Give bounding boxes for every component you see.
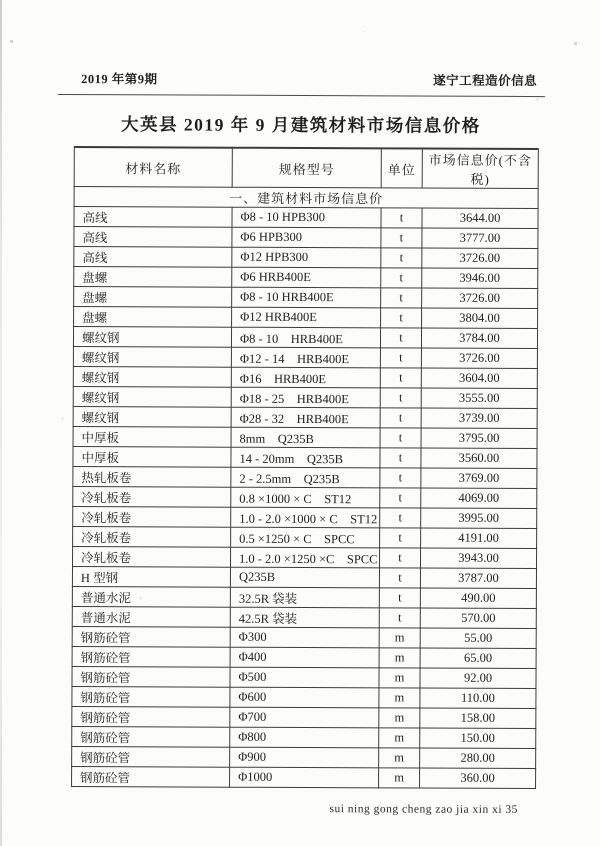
cell-market-price: 3604.00 — [421, 368, 537, 389]
table-row — [72, 727, 536, 749]
column-header-spec: 规格型号 — [232, 148, 381, 188]
cell-spec-model: Φ700 — [230, 707, 379, 728]
cell-market-price: 3784.00 — [421, 328, 537, 349]
table-row — [72, 607, 536, 629]
cell-material-name: 螺纹钢 — [73, 407, 231, 428]
cell-material-name: H 型钢 — [72, 567, 230, 588]
cell-material-name: 盘螺 — [74, 267, 232, 288]
cell-spec-model: Φ28 - 32 HRB400E — [231, 407, 380, 428]
cell-material-name: 热轧板卷 — [73, 467, 231, 488]
cell-market-price: 3726.00 — [422, 248, 538, 269]
table-row — [72, 767, 536, 789]
cell-spec-model: 42.5R 袋装 — [230, 607, 379, 628]
cell-spec-model: Φ8 - 10 HPB300 — [232, 207, 381, 228]
cell-market-price: 3726.00 — [422, 288, 538, 309]
cell-spec-model: Φ8 - 10 HRB400E — [231, 327, 380, 348]
cell-market-price: 3644.00 — [422, 208, 538, 229]
cell-material-name: 钢筋砼管 — [72, 627, 230, 648]
cell-material-name: 钢筋砼管 — [72, 727, 230, 748]
cell-market-price: 3946.00 — [422, 268, 538, 289]
table-row — [72, 687, 536, 709]
column-header-price: 市场信息价(不含税) — [422, 149, 538, 189]
cell-spec-model: 0.5 ×1250 × C SPCC — [231, 527, 380, 548]
cell-material-name: 普通水泥 — [72, 607, 230, 628]
cell-market-price: 3943.00 — [420, 548, 536, 569]
publication-label: 遂宁工程造价信息 — [433, 73, 538, 89]
cell-unit: t — [381, 308, 422, 328]
issue-label: 2019 年第9期 — [81, 72, 158, 87]
section-row — [74, 187, 538, 209]
table-row — [72, 587, 536, 609]
table-row — [72, 647, 536, 669]
cell-unit: m — [379, 768, 420, 788]
cell-material-name: 普通水泥 — [72, 587, 230, 608]
cell-unit: t — [381, 228, 422, 248]
cell-material-name: 钢筋砼管 — [72, 667, 230, 688]
cell-spec-model: Φ6 HPB300 — [232, 227, 381, 248]
cell-market-price: 110.00 — [420, 688, 536, 709]
cell-unit: t — [380, 488, 421, 508]
cell-material-name: 冷轧板卷 — [73, 507, 231, 528]
cell-unit: t — [380, 528, 421, 548]
cell-unit: t — [381, 268, 422, 288]
cell-material-name: 螺纹钢 — [73, 367, 231, 388]
cell-spec-model: Φ1000 — [230, 767, 379, 788]
cell-unit: m — [379, 668, 420, 688]
cell-market-price: 3795.00 — [421, 428, 537, 449]
cell-market-price: 92.00 — [420, 668, 536, 689]
page-header — [1, 0, 600, 89]
cell-unit: m — [379, 688, 420, 708]
cell-spec-model: 32.5R 袋装 — [230, 587, 379, 608]
cell-spec-model: 8mm Q235B — [231, 427, 380, 448]
page-title: 大英县 2019 年 9 月建筑材料市场信息价格 — [121, 114, 481, 136]
price-table — [71, 146, 539, 789]
table-row — [73, 487, 537, 509]
cell-material-name: 中厚板 — [73, 427, 231, 448]
table-row — [73, 347, 537, 369]
cell-material-name: 钢筋砼管 — [72, 767, 230, 788]
table-header-row — [74, 147, 538, 189]
table-row — [73, 527, 537, 549]
cell-unit: t — [381, 248, 422, 268]
table-row — [74, 307, 538, 329]
cell-spec-model: Φ600 — [230, 687, 379, 708]
table-row — [74, 207, 538, 229]
cell-spec-model: Φ800 — [230, 727, 379, 748]
column-header-unit: 单位 — [381, 148, 422, 188]
cell-market-price: 3739.00 — [421, 408, 537, 429]
cell-unit: m — [379, 728, 420, 748]
cell-unit: m — [379, 628, 420, 648]
cell-material-name: 高线 — [74, 227, 232, 248]
cell-unit: t — [379, 608, 420, 628]
cell-spec-model: Φ12 HRB400E — [232, 307, 381, 328]
cell-material-name: 高线 — [74, 207, 232, 228]
cell-market-price: 360.00 — [420, 768, 536, 789]
cell-spec-model: Φ400 — [230, 647, 379, 668]
cell-material-name: 中厚板 — [73, 447, 231, 468]
table-row — [74, 247, 538, 269]
cell-spec-model: Φ6 HRB400E — [232, 267, 381, 288]
cell-material-name: 高线 — [74, 247, 232, 268]
cell-unit: t — [380, 348, 421, 368]
cell-market-price: 3804.00 — [422, 308, 538, 329]
cell-unit: t — [380, 328, 421, 348]
header-rule — [58, 94, 545, 97]
table-row — [73, 407, 537, 429]
cell-material-name: 螺纹钢 — [73, 347, 231, 368]
table-row — [72, 707, 536, 729]
table-row — [73, 367, 537, 389]
cell-material-name: 螺纹钢 — [73, 387, 231, 408]
cell-spec-model: 2 - 2.5mm Q235B — [231, 467, 380, 488]
cell-market-price: 570.00 — [420, 608, 536, 629]
cell-material-name: 冷轧板卷 — [73, 487, 231, 508]
cell-spec-model: Φ18 - 25 HRB400E — [231, 387, 380, 408]
cell-unit: t — [381, 288, 422, 308]
table-row — [74, 267, 538, 289]
cell-unit: t — [380, 468, 421, 488]
cell-unit: t — [379, 548, 420, 568]
cell-unit: t — [379, 588, 420, 608]
table-row — [72, 627, 536, 649]
footer-pinyin-page-number: sui ning gong cheng zao jia xin xi 35 — [329, 803, 518, 816]
cell-spec-model: 1.0 - 2.0 ×1250 ×C SPCC — [231, 547, 380, 568]
table-row — [73, 327, 537, 349]
cell-market-price: 3995.00 — [421, 508, 537, 529]
table-row — [73, 387, 537, 409]
cell-unit: t — [380, 408, 421, 428]
cell-market-price: 3555.00 — [421, 388, 537, 409]
cell-market-price: 280.00 — [420, 748, 536, 769]
cell-spec-model: Φ900 — [230, 747, 379, 768]
cell-unit: t — [380, 448, 421, 468]
cell-market-price: 158.00 — [420, 708, 536, 729]
cell-market-price: 3777.00 — [422, 228, 538, 249]
table-row — [72, 667, 536, 689]
table-row — [73, 427, 537, 449]
cell-spec-model: Φ300 — [230, 627, 379, 648]
cell-market-price: 3787.00 — [420, 568, 536, 589]
cell-market-price: 490.00 — [420, 588, 536, 609]
table-row — [73, 547, 537, 569]
cell-market-price: 150.00 — [420, 728, 536, 749]
cell-spec-model: Φ12 HPB300 — [232, 247, 381, 268]
table-row — [73, 507, 537, 529]
cell-spec-model: Φ16 HRB400E — [231, 367, 380, 388]
table-row — [74, 287, 538, 309]
cell-market-price: 65.00 — [420, 648, 536, 669]
cell-spec-model: Q235B — [230, 567, 379, 588]
cell-material-name: 钢筋砼管 — [72, 747, 230, 768]
cell-unit: t — [379, 568, 420, 588]
cell-material-name: 冷轧板卷 — [73, 547, 231, 568]
cell-unit: t — [380, 428, 421, 448]
table-row — [73, 467, 537, 489]
cell-market-price: 3560.00 — [421, 448, 537, 469]
cell-unit: m — [379, 748, 420, 768]
cell-market-price: 55.00 — [420, 628, 536, 649]
table-row — [73, 447, 537, 469]
table-row — [72, 567, 536, 589]
cell-unit: m — [379, 648, 420, 668]
cell-spec-model: 1.0 - 2.0 ×1000 × C ST12 — [231, 507, 380, 528]
cell-material-name: 螺纹钢 — [73, 327, 231, 348]
column-header-material: 材料名称 — [74, 147, 232, 187]
cell-material-name: 钢筋砼管 — [72, 707, 230, 728]
table-row — [74, 227, 538, 249]
cell-market-price: 3769.00 — [421, 468, 537, 489]
cell-spec-model: Φ8 - 10 HRB400E — [232, 287, 381, 308]
cell-material-name: 钢筋砼管 — [72, 647, 230, 668]
table-row — [72, 747, 536, 769]
cell-unit: t — [380, 508, 421, 528]
cell-material-name: 冷轧板卷 — [73, 527, 231, 548]
cell-unit: t — [380, 368, 421, 388]
section-title: 一、建筑材料市场信息价 — [74, 187, 538, 209]
cell-market-price: 3726.00 — [421, 348, 537, 369]
cell-material-name: 钢筋砼管 — [72, 687, 230, 708]
cell-spec-model: Φ500 — [230, 667, 379, 688]
cell-material-name: 盘螺 — [74, 307, 232, 328]
cell-unit: m — [379, 708, 420, 728]
cell-spec-model: 0.8 ×1000 × C ST12 — [231, 487, 380, 508]
cell-unit: t — [381, 208, 422, 228]
cell-unit: t — [380, 388, 421, 408]
cell-spec-model: 14 - 20mm Q235B — [231, 447, 380, 468]
cell-material-name: 盘螺 — [74, 287, 232, 308]
cell-market-price: 4191.00 — [421, 528, 537, 549]
cell-spec-model: Φ12 - 14 HRB400E — [231, 347, 380, 368]
cell-market-price: 4069.00 — [421, 488, 537, 509]
